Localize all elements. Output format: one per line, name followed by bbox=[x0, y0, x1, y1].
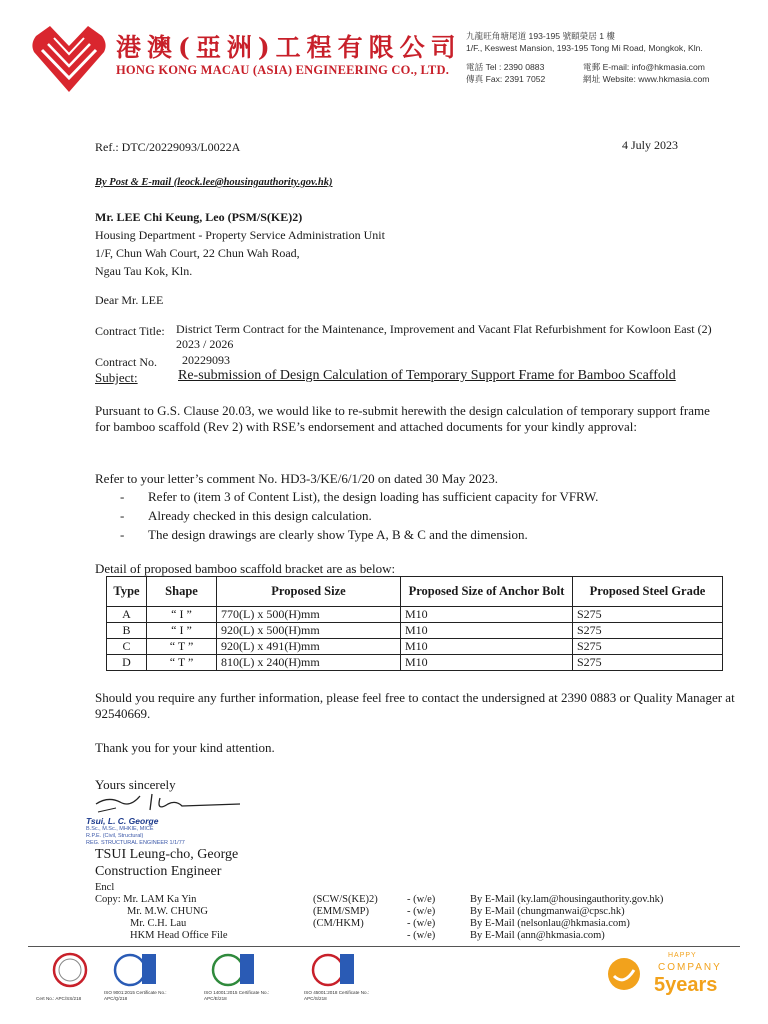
address-english: 1/F., Keswest Mansion, 193-195 Tong Mi Road, Mongkok, Kln. bbox=[466, 43, 703, 53]
copy-code: (EMM/SMP) bbox=[313, 906, 370, 917]
apc-cert-logo-icon bbox=[48, 952, 92, 990]
salutation: Dear Mr. LEE bbox=[95, 293, 164, 307]
stamp-line: B.Sc., M.Sc., MHKIE, MICE bbox=[86, 826, 154, 832]
copy-email: By E-Mail (chungmanwai@cpsc.hk) bbox=[470, 906, 625, 917]
anniversary-big: 5years bbox=[654, 974, 718, 996]
company-name-english: HONG KONG MACAU (ASIA) ENGINEERING CO., LTD. bbox=[116, 63, 450, 77]
list-item: - The design drawings are clearly show Type A, B & C and the dimension. bbox=[120, 527, 528, 542]
bracket-table bbox=[106, 576, 723, 671]
cert-caption: ISO 45001:2018 Certificate No.: APC/S/218 bbox=[304, 990, 370, 1001]
contract-title-label: Contract Title: bbox=[95, 324, 165, 338]
copy-code: (SCW/S(KE)2) bbox=[313, 894, 378, 905]
anniversary-small: COMPANY bbox=[658, 962, 722, 973]
cert-caption: ISO 9001:2015 Certificate No.: APC/Q/218 bbox=[104, 990, 167, 1001]
list-item: - Already checked in this design calculation. bbox=[120, 508, 372, 523]
table-row bbox=[107, 623, 723, 639]
address-chinese: 九龍旺角塘尾道 193-195 號頤榮居 1 樓 bbox=[466, 31, 615, 41]
copy-recipient: Copy: Mr. LAM Ka Yin bbox=[95, 894, 197, 905]
stamp-name: Tsui, L. C. George bbox=[86, 816, 159, 826]
signer-name: TSUI Leung-cho, George bbox=[95, 847, 239, 862]
column-header: Shape bbox=[147, 577, 217, 607]
paragraph-intro: Pursuant to G.S. Clause 20.03, we would like to re-submit herewith the design calculation of temporary support frame for bamboo scaffold (Rev 2) with RSE’s endorsement and attached documents for your kindly approval: bbox=[95, 403, 710, 434]
paragraph-thanks: Thank you for your kind attention. bbox=[95, 740, 275, 755]
table-cell: M10 bbox=[401, 639, 573, 655]
table-cell: A bbox=[107, 607, 147, 623]
subject-label: Subject: bbox=[95, 370, 138, 385]
signer-title: Construction Engineer bbox=[95, 864, 222, 879]
footer-divider bbox=[28, 946, 740, 947]
subject-value: Re-submission of Design Calculation of Temporary Support Frame for Bamboo Scaffold bbox=[178, 368, 676, 383]
table-cell: M10 bbox=[401, 623, 573, 639]
copy-enclosure: - (w/e) bbox=[407, 906, 436, 917]
column-header: Proposed Size bbox=[217, 577, 401, 607]
copy-enclosure: - (w/e) bbox=[407, 894, 436, 905]
table-header-row bbox=[107, 577, 723, 607]
phone-number: 電話 Tel : 2390 0883 bbox=[466, 62, 545, 72]
table-cell: 920(L) x 500(H)mm bbox=[217, 623, 401, 639]
table-cell: D bbox=[107, 655, 147, 671]
table-cell: M10 bbox=[401, 655, 573, 671]
table-cell: S275 bbox=[573, 639, 723, 655]
anniversary-swirl-icon bbox=[606, 956, 642, 992]
contract-no-label: Contract No. bbox=[95, 355, 157, 369]
company-email: 電郵 E-mail: info@hkmasia.com bbox=[583, 62, 705, 72]
copy-enclosure: - (w/e) bbox=[407, 918, 436, 929]
anniversary-tag: HAPPY bbox=[668, 952, 697, 959]
anniversary-logo bbox=[606, 950, 736, 1000]
iso-14001-logo-icon bbox=[210, 952, 254, 990]
table-cell: C bbox=[107, 639, 147, 655]
table-cell: 920(L) x 491(H)mm bbox=[217, 639, 401, 655]
stamp-line: R.P.E. (Civil, Structural) bbox=[86, 833, 144, 839]
table-cell: S275 bbox=[573, 623, 723, 639]
table-cell: M10 bbox=[401, 607, 573, 623]
cert-caption: Cert No.: APC/SS/218 bbox=[36, 996, 82, 1001]
copy-recipient: Mr. M.W. CHUNG bbox=[127, 906, 208, 917]
column-header: Type bbox=[107, 577, 147, 607]
recipient-block bbox=[95, 210, 385, 282]
closing: Yours sincerely bbox=[95, 777, 176, 792]
contract-no-value: 20229093 bbox=[182, 353, 230, 367]
table-cell: “ T ” bbox=[147, 655, 217, 671]
list-item: - Refer to (item 3 of Content List), the design loading has sufficient capacity for VFRW. bbox=[120, 489, 599, 504]
delivery-method: By Post & E-mail (leock.lee@housingauthority.gov.hk) bbox=[95, 177, 333, 188]
cert-caption: ISO 14001:2015 Certificate No.: APC/E/218 bbox=[204, 990, 270, 1001]
table-cell: S275 bbox=[573, 655, 723, 671]
iso-45001-logo-icon bbox=[310, 952, 354, 990]
iso-9001-logo-icon bbox=[112, 952, 156, 990]
table-cell: “ I ” bbox=[147, 607, 217, 623]
contract-title-value: District Term Contract for the Maintenance, Improvement and Vacant Flat Refurbishment for Kowloon East (2) 2023 / 2026 bbox=[176, 322, 712, 351]
stamp-line: REG. STRUCTURAL ENGINEER 1/1/77 bbox=[86, 840, 185, 846]
paragraph-contact: Should you require any further information, please feel free to contact the undersigned at 2390 0883 or Quality Manager at 92540669. bbox=[95, 690, 735, 721]
table-cell: 810(L) x 240(H)mm bbox=[217, 655, 401, 671]
company-website: 網址 Website: www.hkmasia.com bbox=[583, 74, 710, 84]
copy-email: By E-Mail (ann@hkmasia.com) bbox=[470, 930, 605, 941]
copy-code: (CM/HKM) bbox=[313, 918, 364, 929]
recipient-line: Housing Department - Property Service Administration Unit bbox=[95, 228, 385, 242]
enclosure-label: Encl bbox=[95, 882, 115, 893]
reference-number: Ref.: DTC/20229093/L0022A bbox=[95, 140, 241, 154]
table-intro: Detail of proposed bamboo scaffold bracket are as below: bbox=[95, 561, 396, 576]
recipient-line: 1/F, Chun Wah Court, 22 Chun Wah Road, bbox=[95, 246, 300, 260]
copy-email: By E-Mail (ky.lam@housingauthority.gov.hk) bbox=[470, 894, 664, 905]
table-row bbox=[107, 607, 723, 623]
copy-enclosure: - (w/e) bbox=[407, 930, 436, 941]
copy-recipient: HKM Head Office File bbox=[130, 930, 228, 941]
table-row bbox=[107, 639, 723, 655]
recipient-name: Mr. LEE Chi Keung, Leo (PSM/S(KE)2) bbox=[95, 210, 303, 224]
table-cell: “ T ” bbox=[147, 639, 217, 655]
letter-date: 4 July 2023 bbox=[622, 138, 679, 152]
recipient-line: Ngau Tau Kok, Kln. bbox=[95, 264, 193, 278]
copy-recipient: Mr. C.H. Lau bbox=[130, 918, 187, 929]
paragraph-comment-ref: Refer to your letter’s comment No. HD3-3/KE/6/1/20 on dated 30 May 2023. bbox=[95, 471, 499, 486]
table-cell: “ I ” bbox=[147, 623, 217, 639]
company-logo-icon bbox=[30, 22, 108, 94]
fax-number: 傳真 Fax: 2391 7052 bbox=[466, 74, 546, 84]
bullet-list bbox=[120, 489, 720, 546]
table-cell: S275 bbox=[573, 607, 723, 623]
column-header: Proposed Size of Anchor Bolt bbox=[401, 577, 573, 607]
copy-email: By E-Mail (nelsonlau@hkmasia.com) bbox=[470, 918, 630, 929]
company-name-chinese: 港澳(亞洲)工程有限公司 bbox=[116, 33, 462, 62]
table-cell: 770(L) x 500(H)mm bbox=[217, 607, 401, 623]
column-header: Proposed Steel Grade bbox=[573, 577, 723, 607]
table-row bbox=[107, 655, 723, 671]
table-cell: B bbox=[107, 623, 147, 639]
